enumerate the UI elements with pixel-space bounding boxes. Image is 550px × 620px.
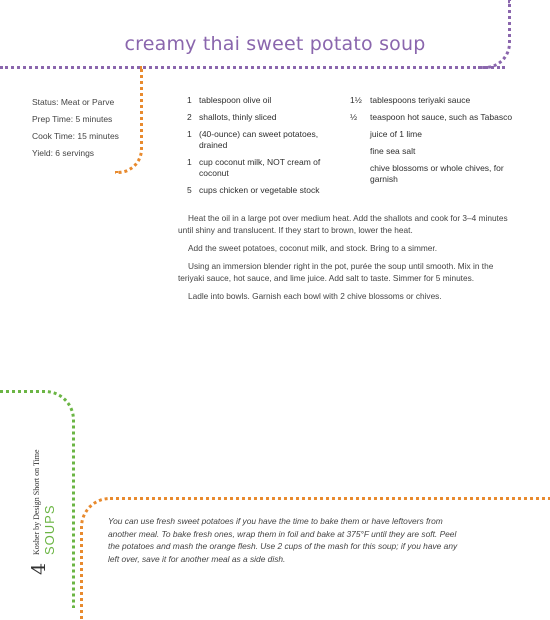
page-number: 4 [28,562,50,575]
recipe-title: creamy thai sweet potato soup [124,33,426,55]
ingredient-qty: 1 [187,157,192,167]
directions [178,212,520,308]
ingredient-item [350,112,520,123]
orange-dotted-bracket [115,66,143,174]
ingredient-item [187,185,347,196]
ingredient-item [350,129,520,140]
ingredient-item [187,157,347,179]
ingredient-text: cup coconut milk, NOT cream of coconut [199,157,321,178]
ingredient-text: fine sea salt [370,146,416,156]
ingredient-text: juice of 1 lime [370,129,422,139]
ingredient-qty: 5 [187,185,192,195]
status-line: Status: Meat or Parve [32,97,115,107]
yield-line: Yield: 6 servings [32,148,95,158]
ingredient-text: shallots, thinly sliced [199,112,277,122]
section-name: SOUPS [42,504,57,555]
recipe-info [32,94,119,162]
ingredient-item [187,129,347,151]
ingredient-text: teaspoon hot sauce, such as Tabasco [370,112,513,122]
prep-time-line: Prep Time: 5 minutes [32,114,113,124]
ingredients-column-right [350,95,520,191]
ingredient-qty: 1 [187,95,192,105]
direction-step: Heat the oil in a large pot over medium heat. Add the shallots and cook for 3–4 minutes until shiny and translucent. If they start to brown, lower the heat. [178,213,508,235]
ingredient-text: (40-ounce) can sweet potatoes, drained [199,129,319,150]
direction-step: Add the sweet potatoes, coconut milk, and stock. Bring to a simmer. [188,243,438,253]
ingredient-qty: ½ [350,112,358,122]
ingredient-qty: 2 [187,112,192,122]
direction-step: Ladle into bowls. Garnish each bowl with 2 chive blossoms or chives. [188,291,442,301]
ingredient-item [187,112,347,123]
ingredient-text: tablespoons teriyaki sauce [370,95,471,105]
cook-time-line: Cook Time: 15 minutes [32,131,119,141]
ingredient-item [350,163,520,185]
ingredient-text: cups chicken or vegetable stock [199,185,320,195]
cooking-note: You can use fresh sweet potatoes if you have the time to bake them or have leftovers from another meal. To bake fresh ones, wrap them in foil and bake at 375°F until they are soft. Peel the potatoes and mash the orange flesh. Use 2 cups of the mash for this soup; if you have any left over, save it for another meal as a side dish. [108,516,458,564]
ingredients-column-left [187,95,347,202]
purple-dotted-rule [0,66,505,69]
ingredient-qty: 1 [187,129,192,139]
ingredient-text: chive blossoms or whole chives, for garnish [370,163,504,184]
book-title: Kosher by Design Short on Time [32,449,41,555]
ingredient-text: tablespoon olive oil [199,95,272,105]
ingredient-item [350,146,520,157]
ingredient-item [350,95,520,106]
ingredient-item [187,95,347,106]
ingredient-qty: 1½ [350,95,362,105]
direction-step: Using an immersion blender right in the pot, purée the soup until smooth. Mix in the teriyaki sauce, hot sauce, and lime juice. Add salt to taste. Simmer for 5 minutes. [178,261,494,283]
page-spine [28,395,58,575]
